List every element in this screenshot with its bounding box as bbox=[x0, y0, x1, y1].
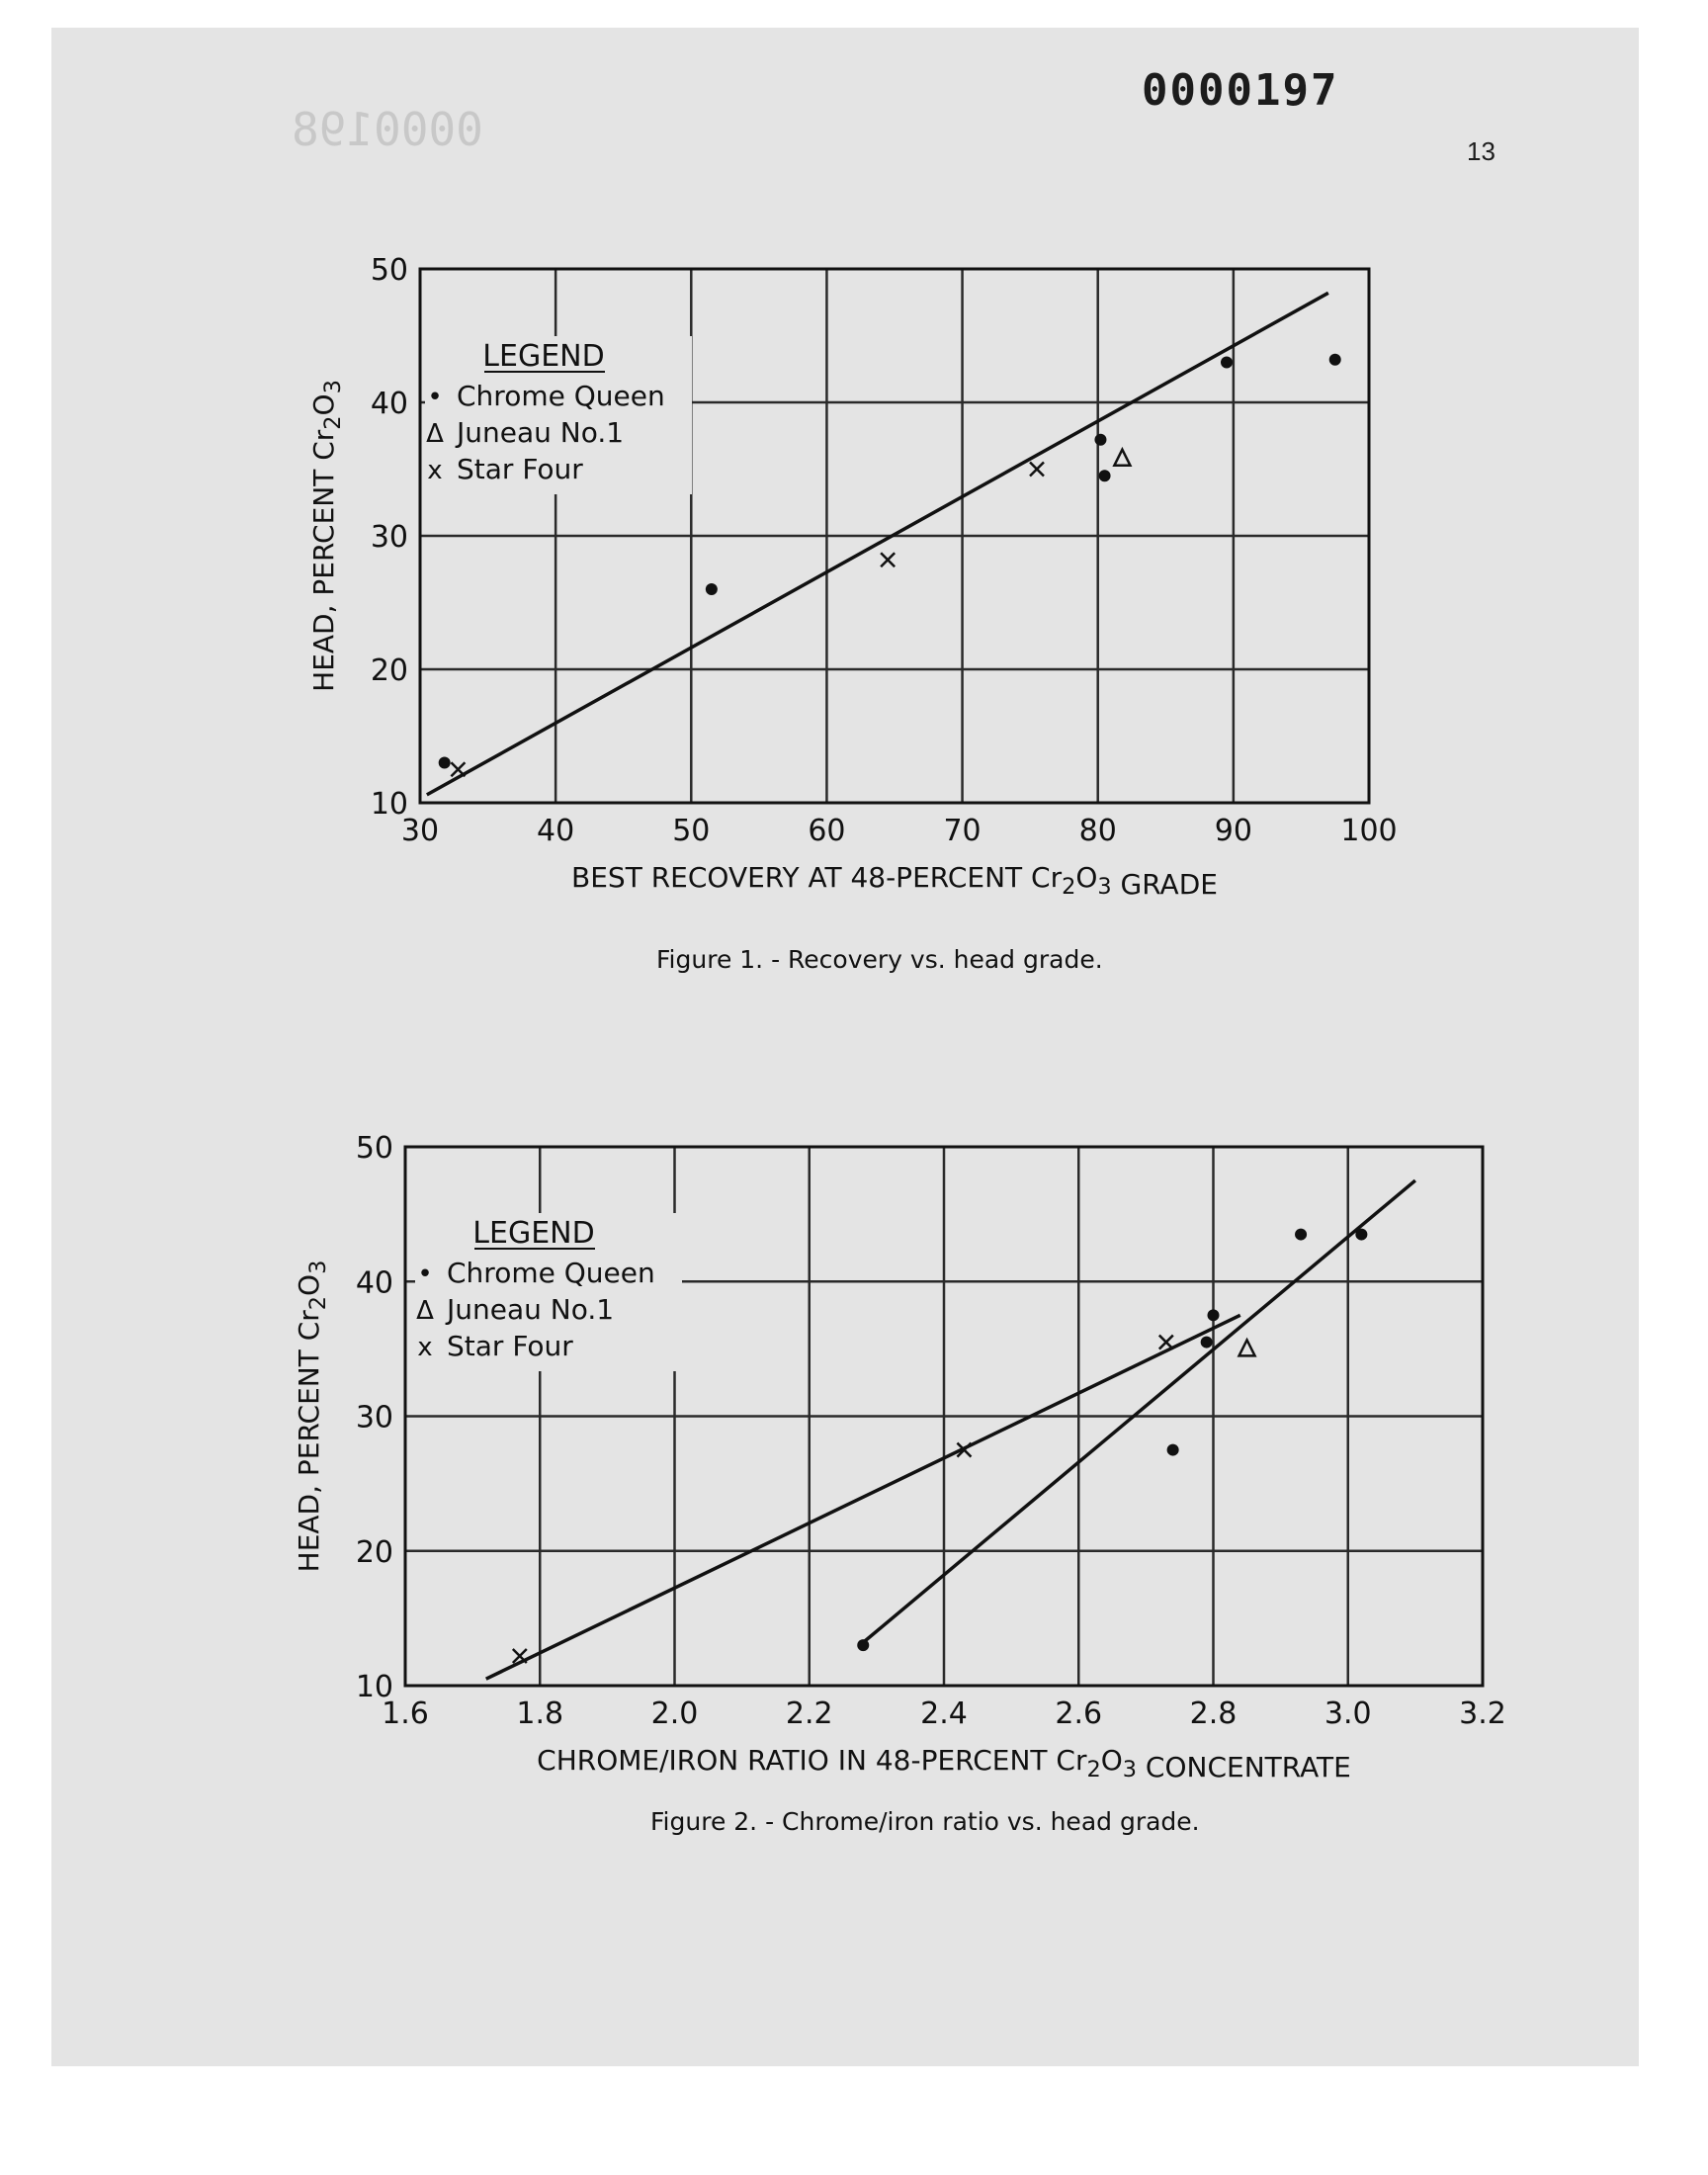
x-tick-label: 3.2 bbox=[1459, 1696, 1506, 1731]
x-tick-label: 2.6 bbox=[1055, 1696, 1103, 1731]
point-chrome-queen bbox=[1167, 1444, 1179, 1456]
y-tick-label: 20 bbox=[355, 1534, 393, 1570]
legend-label-juneau-no-1: Juneau No.1 bbox=[457, 416, 625, 449]
legend-label-star-four: Star Four bbox=[457, 453, 583, 485]
x-axis-label: CHROME/IRON RATIO IN 48-PERCENT $Cr_2O_3$ CONCENTRATE bbox=[537, 1744, 1351, 1784]
x-tick-label: 2.2 bbox=[785, 1696, 833, 1731]
x-tick-label: 1.6 bbox=[382, 1696, 429, 1731]
y-tick-label: 50 bbox=[370, 253, 408, 288]
point-star-four bbox=[1030, 463, 1044, 477]
y-tick-label: 50 bbox=[355, 1131, 393, 1166]
x-tick-label: 80 bbox=[1078, 814, 1117, 848]
legend-label-chrome-queen: Chrome Queen bbox=[457, 380, 665, 412]
point-chrome-queen bbox=[706, 583, 718, 595]
y-tick-label: 20 bbox=[370, 653, 408, 688]
point-chrome-queen bbox=[1094, 434, 1106, 446]
point-star-four bbox=[1159, 1336, 1173, 1349]
document-number: 0000197 bbox=[1142, 65, 1339, 116]
y-tick-label: 30 bbox=[370, 520, 408, 555]
x-tick-label: 30 bbox=[400, 814, 440, 848]
figure-1-chart bbox=[297, 247, 1423, 939]
point-star-four bbox=[881, 553, 895, 566]
x-tick-label: 1.8 bbox=[516, 1696, 564, 1731]
trend-line-2 bbox=[863, 1180, 1415, 1642]
legend-title: LEGEND bbox=[482, 339, 605, 374]
legend-label-juneau-no-1: Juneau No.1 bbox=[447, 1293, 615, 1326]
legend-marker-star-four: x bbox=[427, 456, 443, 485]
point-chrome-queen bbox=[1295, 1229, 1307, 1241]
ghost-document-number: 0000198 bbox=[292, 103, 483, 156]
point-chrome-queen bbox=[1221, 357, 1233, 369]
point-chrome-queen bbox=[1208, 1309, 1220, 1321]
y-tick-label: 10 bbox=[370, 787, 408, 822]
y-axis-label: HEAD, PERCENT $Cr_2O_3$ bbox=[307, 380, 346, 692]
legend-marker-juneau-no-1: Δ bbox=[426, 419, 444, 449]
figure-1-caption: Figure 1. - Recovery vs. head grade. bbox=[656, 945, 1103, 974]
point-chrome-queen bbox=[857, 1639, 869, 1651]
x-tick-label: 70 bbox=[943, 814, 982, 848]
y-tick-label: 30 bbox=[355, 1400, 393, 1436]
x-tick-label: 2.0 bbox=[650, 1696, 699, 1731]
x-tick-label: 100 bbox=[1340, 814, 1398, 848]
x-tick-label: 2.8 bbox=[1189, 1696, 1238, 1731]
figure-2-chart bbox=[287, 1129, 1512, 1782]
x-tick-label: 3.0 bbox=[1324, 1696, 1372, 1731]
point-chrome-queen bbox=[1355, 1229, 1367, 1241]
y-tick-label: 40 bbox=[355, 1265, 393, 1301]
legend-label-chrome-queen: Chrome Queen bbox=[447, 1257, 655, 1289]
point-juneau-no-1 bbox=[1239, 1340, 1255, 1355]
legend-label-star-four: Star Four bbox=[447, 1330, 573, 1362]
point-star-four bbox=[451, 762, 465, 776]
legend-marker-chrome-queen: • bbox=[417, 1260, 433, 1289]
legend-marker-chrome-queen: • bbox=[427, 383, 443, 412]
y-axis-label: HEAD, PERCENT $Cr_2O_3$ bbox=[293, 1260, 331, 1573]
x-tick-label: 2.4 bbox=[920, 1696, 968, 1731]
x-tick-label: 60 bbox=[808, 814, 846, 848]
legend-marker-star-four: x bbox=[417, 1333, 433, 1362]
page-number: 13 bbox=[1467, 136, 1495, 166]
x-tick-label: 90 bbox=[1214, 814, 1252, 848]
legend-title: LEGEND bbox=[472, 1216, 595, 1251]
y-tick-label: 10 bbox=[355, 1670, 393, 1704]
point-chrome-queen bbox=[1201, 1337, 1213, 1348]
figure-2-caption: Figure 2. - Chrome/iron ratio vs. head grade. bbox=[650, 1807, 1200, 1836]
x-axis-label: BEST RECOVERY AT 48-PERCENT $Cr_2O_3$ GRADE bbox=[571, 861, 1218, 901]
x-tick-label: 40 bbox=[537, 814, 575, 848]
legend-marker-juneau-no-1: Δ bbox=[416, 1296, 434, 1326]
point-chrome-queen bbox=[1329, 354, 1341, 366]
point-juneau-no-1 bbox=[1114, 450, 1130, 466]
point-chrome-queen bbox=[1099, 470, 1111, 481]
y-tick-label: 40 bbox=[370, 387, 408, 421]
point-chrome-queen bbox=[439, 757, 451, 769]
x-tick-label: 50 bbox=[672, 814, 711, 848]
